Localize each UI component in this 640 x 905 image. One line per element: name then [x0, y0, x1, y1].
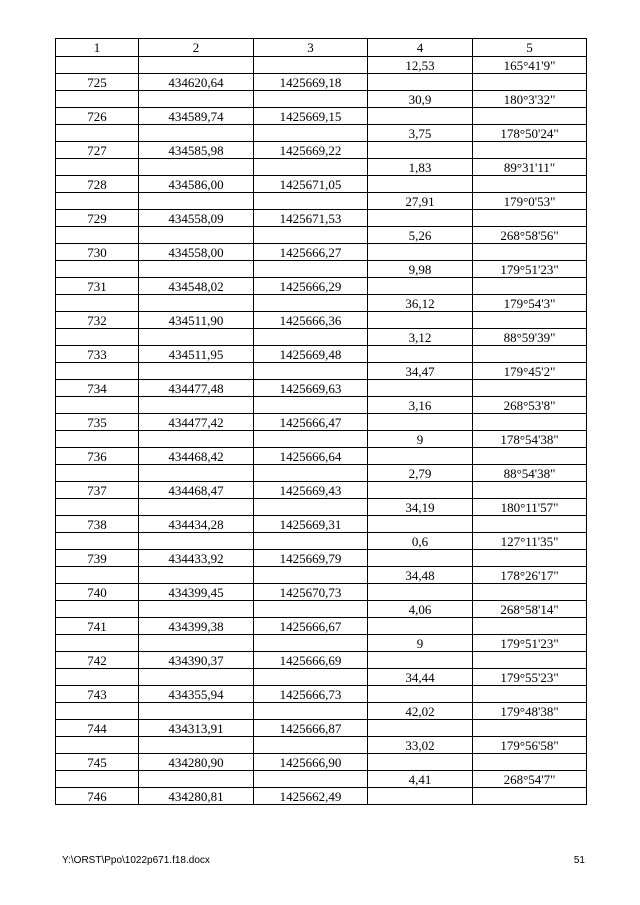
table-cell-col-1: 746: [56, 788, 139, 805]
table-cell-col-3: 1425666,29: [254, 278, 368, 295]
table-cell-col-1: 733: [56, 346, 139, 363]
table-cell-col-1: [56, 601, 139, 618]
table-cell-col-3: [254, 465, 368, 482]
table-cell-col-2: 434433,92: [139, 550, 254, 567]
table-cell-col-2: 434620,64: [139, 74, 254, 91]
table-cell-col-4: 3,75: [368, 125, 473, 142]
table-cell-col-1: [56, 771, 139, 788]
table-cell-col-5: [473, 788, 587, 805]
table-row: [56, 142, 587, 159]
table-row: [56, 448, 587, 465]
table-cell-col-5: [473, 414, 587, 431]
table-cell-col-1: [56, 737, 139, 754]
table-cell-col-1: 734: [56, 380, 139, 397]
table-row: [56, 788, 587, 805]
table-cell-col-5: [473, 312, 587, 329]
table-cell-col-1: 737: [56, 482, 139, 499]
table-cell-col-3: [254, 499, 368, 516]
table-cell-col-4: [368, 448, 473, 465]
table-cell-col-5: 179°51'23": [473, 635, 587, 652]
table-cell-col-5: 179°0'53": [473, 193, 587, 210]
table-cell-col-1: [56, 669, 139, 686]
table-cell-col-4: [368, 346, 473, 363]
table-cell-col-5: 178°54'38": [473, 431, 587, 448]
table-cell-col-3: [254, 227, 368, 244]
table-cell-col-2: 434511,95: [139, 346, 254, 363]
table-cell-col-2: 434468,42: [139, 448, 254, 465]
table-cell-col-4: [368, 686, 473, 703]
table-cell-col-3: 1425666,64: [254, 448, 368, 465]
table-cell-col-5: [473, 210, 587, 227]
table-cell-col-5: [473, 244, 587, 261]
table-cell-col-3: 1425666,90: [254, 754, 368, 771]
table-cell-col-1: 727: [56, 142, 139, 159]
table-row: [56, 533, 587, 550]
table-cell-col-2: [139, 57, 254, 74]
table-row: [56, 754, 587, 771]
table-row: [56, 125, 587, 142]
table-cell-col-3: 1425669,79: [254, 550, 368, 567]
table-cell-col-3: 1425662,49: [254, 788, 368, 805]
table-row: [56, 74, 587, 91]
table-row: [56, 414, 587, 431]
table-cell-col-2: [139, 567, 254, 584]
table-cell-col-5: 179°56'58": [473, 737, 587, 754]
table-cell-col-1: [56, 261, 139, 278]
table-cell-col-4: [368, 108, 473, 125]
table-cell-col-3: [254, 193, 368, 210]
table-cell-col-4: [368, 380, 473, 397]
table-cell-col-1: [56, 533, 139, 550]
table-cell-col-5: [473, 346, 587, 363]
table-row: [56, 737, 587, 754]
table-cell-col-4: [368, 550, 473, 567]
table-cell-col-3: [254, 431, 368, 448]
table-cell-col-4: 34,19: [368, 499, 473, 516]
table-cell-col-1: [56, 227, 139, 244]
table-cell-col-4: [368, 618, 473, 635]
table-cell-col-3: 1425670,73: [254, 584, 368, 601]
table-cell-col-3: [254, 329, 368, 346]
table-cell-col-4: 42,02: [368, 703, 473, 720]
table-cell-col-5: 180°3'32": [473, 91, 587, 108]
table-cell-col-5: [473, 754, 587, 771]
table-cell-col-2: 434477,48: [139, 380, 254, 397]
column-header-3: 3: [254, 39, 368, 57]
table-cell-col-1: 736: [56, 448, 139, 465]
table-cell-col-2: [139, 465, 254, 482]
table-cell-col-4: 0,6: [368, 533, 473, 550]
table-cell-col-5: 127°11'35": [473, 533, 587, 550]
column-header-1: 1: [56, 39, 139, 57]
table-row: [56, 397, 587, 414]
table-cell-col-3: [254, 635, 368, 652]
table-cell-col-3: [254, 601, 368, 618]
table-cell-col-3: [254, 737, 368, 754]
table-cell-col-3: [254, 57, 368, 74]
column-header-4: 4: [368, 39, 473, 57]
table-cell-col-3: [254, 295, 368, 312]
table-row: [56, 193, 587, 210]
table-cell-col-3: 1425671,53: [254, 210, 368, 227]
table-cell-col-5: 179°45'2": [473, 363, 587, 380]
table-cell-col-5: 89°31'11": [473, 159, 587, 176]
table-cell-col-4: 2,79: [368, 465, 473, 482]
table-row: [56, 601, 587, 618]
table-cell-col-5: [473, 516, 587, 533]
table-cell-col-4: 33,02: [368, 737, 473, 754]
table-cell-col-1: [56, 125, 139, 142]
table-cell-col-2: [139, 295, 254, 312]
table-cell-col-5: 268°58'14": [473, 601, 587, 618]
table-cell-col-1: 740: [56, 584, 139, 601]
table-row: [56, 227, 587, 244]
table-cell-col-1: 726: [56, 108, 139, 125]
table-cell-col-1: [56, 465, 139, 482]
table-row: [56, 346, 587, 363]
table-cell-col-1: 732: [56, 312, 139, 329]
table-cell-col-2: 434399,38: [139, 618, 254, 635]
table-cell-col-4: 27,91: [368, 193, 473, 210]
table-cell-col-4: [368, 652, 473, 669]
table-cell-col-1: [56, 159, 139, 176]
table-cell-col-4: 9,98: [368, 261, 473, 278]
table-cell-col-5: 268°54'7": [473, 771, 587, 788]
table-row: [56, 329, 587, 346]
table-cell-col-2: 434589,74: [139, 108, 254, 125]
table-cell-col-1: 745: [56, 754, 139, 771]
table-cell-col-2: 434586,00: [139, 176, 254, 193]
table-cell-col-4: 12,53: [368, 57, 473, 74]
table-row: [56, 499, 587, 516]
table-cell-col-4: [368, 414, 473, 431]
table-cell-col-2: [139, 601, 254, 618]
table-row: [56, 584, 587, 601]
table-cell-col-1: [56, 91, 139, 108]
table-cell-col-3: [254, 397, 368, 414]
table-cell-col-3: 1425666,47: [254, 414, 368, 431]
table-cell-col-5: 268°53'8": [473, 397, 587, 414]
table-cell-col-5: 165°41'9": [473, 57, 587, 74]
table-cell-col-5: [473, 584, 587, 601]
table-cell-col-4: [368, 584, 473, 601]
table-body: [56, 57, 587, 805]
table-row: [56, 431, 587, 448]
table-row: [56, 482, 587, 499]
table-cell-col-4: [368, 788, 473, 805]
table-row: [56, 108, 587, 125]
table-cell-col-2: [139, 635, 254, 652]
table-cell-col-1: [56, 431, 139, 448]
table-cell-col-4: [368, 74, 473, 91]
table-cell-col-5: 178°26'17": [473, 567, 587, 584]
table-cell-col-5: [473, 686, 587, 703]
table-cell-col-1: [56, 567, 139, 584]
table-cell-col-4: 3,12: [368, 329, 473, 346]
table-cell-col-2: [139, 227, 254, 244]
table-cell-col-1: 742: [56, 652, 139, 669]
table-row: [56, 210, 587, 227]
table-cell-col-4: [368, 176, 473, 193]
table-cell-col-5: [473, 482, 587, 499]
table-cell-col-1: 744: [56, 720, 139, 737]
table-row: [56, 380, 587, 397]
table-row: [56, 771, 587, 788]
table-cell-col-3: 1425669,31: [254, 516, 368, 533]
table-cell-col-4: 36,12: [368, 295, 473, 312]
table-cell-col-3: [254, 669, 368, 686]
table-cell-col-2: 434477,42: [139, 414, 254, 431]
table-cell-col-4: 34,48: [368, 567, 473, 584]
table-cell-col-2: 434585,98: [139, 142, 254, 159]
table-cell-col-2: [139, 737, 254, 754]
table-cell-col-4: [368, 210, 473, 227]
table-cell-col-5: 179°48'38": [473, 703, 587, 720]
table-row: [56, 465, 587, 482]
table-cell-col-1: 738: [56, 516, 139, 533]
table-cell-col-5: [473, 176, 587, 193]
table-cell-col-1: [56, 397, 139, 414]
table-cell-col-2: [139, 159, 254, 176]
table-cell-col-3: [254, 261, 368, 278]
table-cell-col-5: 88°59'39": [473, 329, 587, 346]
table-cell-col-1: 731: [56, 278, 139, 295]
table-cell-col-3: 1425666,69: [254, 652, 368, 669]
table-cell-col-3: [254, 159, 368, 176]
table-cell-col-3: 1425666,73: [254, 686, 368, 703]
table-row: [56, 516, 587, 533]
table-cell-col-3: [254, 533, 368, 550]
table-cell-col-2: 434280,90: [139, 754, 254, 771]
table-cell-col-2: 434434,28: [139, 516, 254, 533]
table-cell-col-4: 30,9: [368, 91, 473, 108]
table-cell-col-5: [473, 142, 587, 159]
table-cell-col-2: 434355,94: [139, 686, 254, 703]
table-cell-col-4: 34,47: [368, 363, 473, 380]
table-cell-col-3: 1425669,63: [254, 380, 368, 397]
table-cell-col-3: [254, 567, 368, 584]
footer-page-number: 51: [573, 855, 585, 866]
table-cell-col-2: [139, 669, 254, 686]
table-cell-col-1: 735: [56, 414, 139, 431]
table-row: [56, 278, 587, 295]
table-cell-col-2: 434511,90: [139, 312, 254, 329]
table-row: [56, 618, 587, 635]
table-row: [56, 669, 587, 686]
table-cell-col-2: 434548,02: [139, 278, 254, 295]
table-row: [56, 57, 587, 74]
table-cell-col-3: [254, 771, 368, 788]
table-cell-col-1: 743: [56, 686, 139, 703]
table-cell-col-5: [473, 108, 587, 125]
table-row: [56, 159, 587, 176]
table-cell-col-3: 1425669,22: [254, 142, 368, 159]
table-cell-col-2: [139, 499, 254, 516]
table-cell-col-2: [139, 329, 254, 346]
table-cell-col-4: 9: [368, 431, 473, 448]
table-cell-col-5: [473, 74, 587, 91]
table-cell-col-2: 434558,00: [139, 244, 254, 261]
table-cell-col-3: 1425666,87: [254, 720, 368, 737]
table-cell-col-1: 728: [56, 176, 139, 193]
table-cell-col-3: 1425669,18: [254, 74, 368, 91]
table-cell-col-1: [56, 295, 139, 312]
table-cell-col-3: [254, 91, 368, 108]
table-cell-col-3: 1425669,15: [254, 108, 368, 125]
table-cell-col-5: 268°58'56": [473, 227, 587, 244]
table-cell-col-5: 179°54'3": [473, 295, 587, 312]
table-cell-col-2: [139, 261, 254, 278]
table-cell-col-2: [139, 771, 254, 788]
table-cell-col-3: 1425671,05: [254, 176, 368, 193]
table-cell-col-4: [368, 482, 473, 499]
table-cell-col-2: 434390,37: [139, 652, 254, 669]
table-row: [56, 244, 587, 261]
table-cell-col-1: [56, 703, 139, 720]
column-header-2: 2: [139, 39, 254, 57]
table-row: [56, 635, 587, 652]
table-cell-col-5: [473, 278, 587, 295]
table-cell-col-4: 5,26: [368, 227, 473, 244]
table-cell-col-5: [473, 380, 587, 397]
table-cell-col-4: [368, 720, 473, 737]
table-header-row: [56, 39, 587, 57]
coordinates-table: [55, 38, 587, 805]
table-cell-col-5: [473, 550, 587, 567]
footer-file-path: Y:\ORST\Ppo\1022p671.f18.docx: [62, 855, 210, 866]
table-cell-col-1: 739: [56, 550, 139, 567]
table-row: [56, 176, 587, 193]
table-row: [56, 91, 587, 108]
table-cell-col-1: [56, 329, 139, 346]
table-cell-col-1: [56, 499, 139, 516]
table-cell-col-1: [56, 193, 139, 210]
table-cell-col-2: 434558,09: [139, 210, 254, 227]
table-cell-col-5: [473, 448, 587, 465]
table-cell-col-2: 434313,91: [139, 720, 254, 737]
table-row: [56, 261, 587, 278]
table-cell-col-3: 1425666,36: [254, 312, 368, 329]
table-cell-col-4: [368, 754, 473, 771]
table-cell-col-4: [368, 312, 473, 329]
table-row: [56, 567, 587, 584]
table-cell-col-2: [139, 193, 254, 210]
table-cell-col-2: [139, 363, 254, 380]
table-cell-col-5: 179°55'23": [473, 669, 587, 686]
table-cell-col-5: 179°51'23": [473, 261, 587, 278]
table-row: [56, 686, 587, 703]
table-cell-col-1: 741: [56, 618, 139, 635]
table-cell-col-4: 34,44: [368, 669, 473, 686]
table-cell-col-5: [473, 618, 587, 635]
table-cell-col-4: [368, 142, 473, 159]
table-cell-col-3: 1425669,48: [254, 346, 368, 363]
table-cell-col-4: [368, 278, 473, 295]
table-cell-col-1: [56, 363, 139, 380]
table-cell-col-2: 434399,45: [139, 584, 254, 601]
table-cell-col-2: 434468,47: [139, 482, 254, 499]
table-cell-col-1: 725: [56, 74, 139, 91]
table-cell-col-5: 180°11'57": [473, 499, 587, 516]
table-cell-col-4: 3,16: [368, 397, 473, 414]
table-cell-col-4: 4,41: [368, 771, 473, 788]
table-cell-col-2: [139, 703, 254, 720]
table-cell-col-1: [56, 57, 139, 74]
table-cell-col-3: [254, 703, 368, 720]
table-cell-col-4: 9: [368, 635, 473, 652]
table-cell-col-4: [368, 516, 473, 533]
table-cell-col-5: [473, 652, 587, 669]
table-row: [56, 720, 587, 737]
table-cell-col-3: 1425669,43: [254, 482, 368, 499]
table-cell-col-3: [254, 363, 368, 380]
column-header-5: 5: [473, 39, 587, 57]
table-row: [56, 550, 587, 567]
table-cell-col-3: [254, 125, 368, 142]
table-cell-col-5: 178°50'24": [473, 125, 587, 142]
table-cell-col-2: [139, 125, 254, 142]
table-cell-col-3: 1425666,27: [254, 244, 368, 261]
table-cell-col-1: 730: [56, 244, 139, 261]
table-cell-col-5: [473, 720, 587, 737]
table-cell-col-2: [139, 397, 254, 414]
table-cell-col-2: [139, 431, 254, 448]
table-row: [56, 363, 587, 380]
table-cell-col-4: [368, 244, 473, 261]
table-cell-col-5: 88°54'38": [473, 465, 587, 482]
table-cell-col-4: 1,83: [368, 159, 473, 176]
table-row: [56, 652, 587, 669]
table-cell-col-2: 434280,81: [139, 788, 254, 805]
table-cell-col-1: [56, 635, 139, 652]
table-row: [56, 703, 587, 720]
table-cell-col-2: [139, 91, 254, 108]
table-row: [56, 312, 587, 329]
table-cell-col-1: 729: [56, 210, 139, 227]
table-cell-col-2: [139, 533, 254, 550]
table-cell-col-3: 1425666,67: [254, 618, 368, 635]
table-row: [56, 295, 587, 312]
table-cell-col-4: 4,06: [368, 601, 473, 618]
